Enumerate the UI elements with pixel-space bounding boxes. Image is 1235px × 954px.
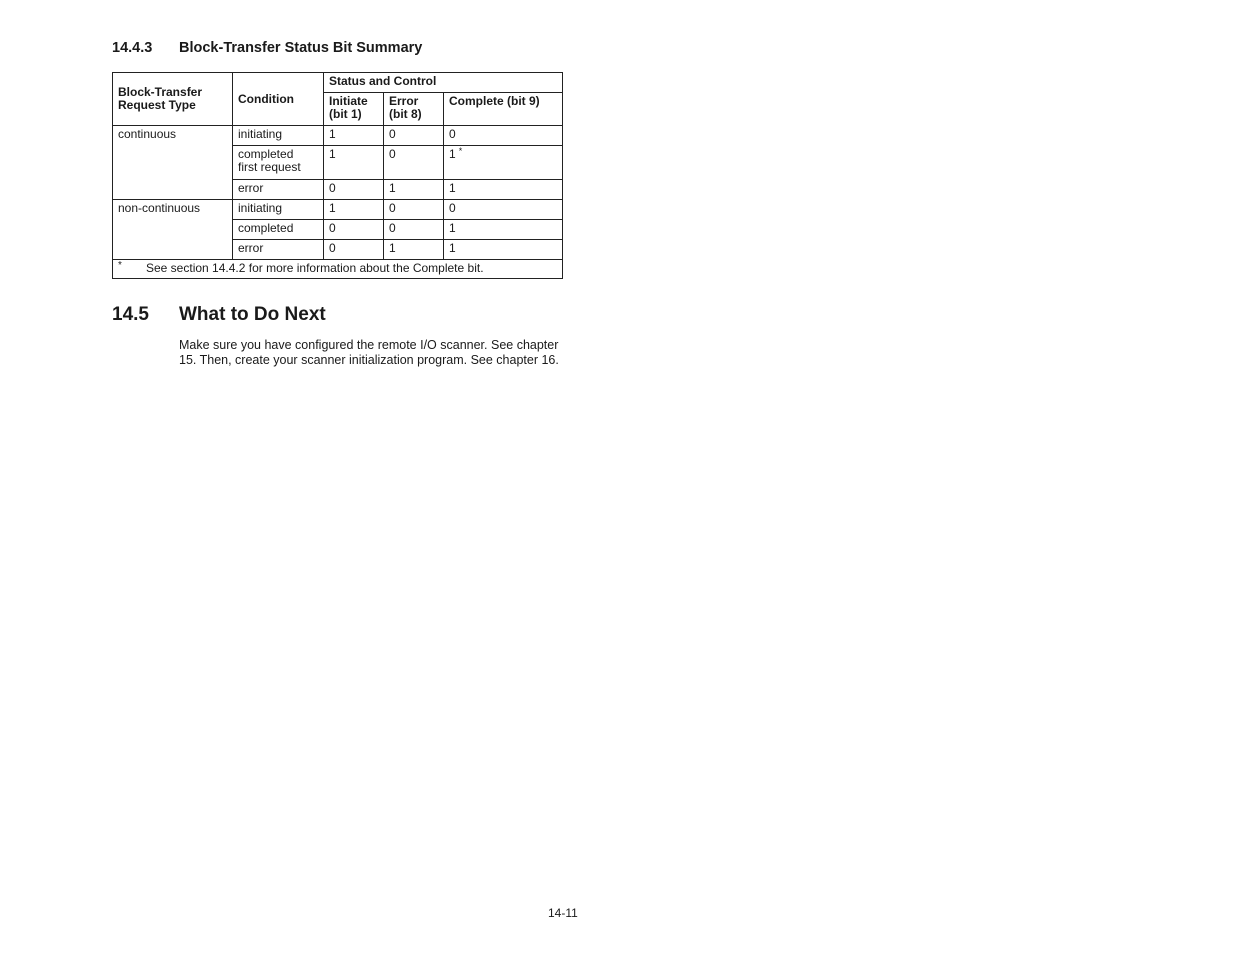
header-initiate: Initiate (bit 1) — [324, 93, 384, 126]
condition-cell: completed — [233, 220, 324, 240]
condition-cell: completed first request — [233, 146, 324, 180]
initiate-cell: 0 — [324, 220, 384, 240]
subsection-number: 14.4.3 — [112, 40, 153, 56]
error-cell: 0 — [384, 126, 444, 146]
table-row — [113, 126, 563, 146]
table-footnote — [113, 260, 563, 279]
page-number: 14-11 — [548, 906, 578, 920]
footnote-mark: * — [118, 260, 122, 271]
complete-cell: 0 — [444, 126, 563, 146]
header-request-type: Block-Transfer Request Type — [113, 73, 233, 126]
complete-cell: 1 — [444, 240, 563, 260]
condition-cell: initiating — [233, 200, 324, 220]
header-status-group: Status and Control — [324, 73, 563, 93]
initiate-cell: 1 — [324, 146, 384, 180]
initiate-cell: 0 — [324, 240, 384, 260]
table-row — [113, 200, 563, 220]
section-number: 14.5 — [112, 304, 149, 325]
complete-cell: 1 — [444, 180, 563, 200]
error-cell: 0 — [384, 220, 444, 240]
complete-cell: 0 — [444, 200, 563, 220]
request-type-cell: non-continuous — [113, 200, 233, 260]
complete-cell: 1 — [444, 220, 563, 240]
condition-cell: error — [233, 240, 324, 260]
condition-cell: initiating — [233, 126, 324, 146]
header-complete: Complete (bit 9) — [444, 93, 563, 126]
error-cell: 0 — [384, 200, 444, 220]
error-cell: 0 — [384, 146, 444, 180]
header-error: Error (bit 8) — [384, 93, 444, 126]
subsection-title: Block-Transfer Status Bit Summary — [179, 40, 423, 56]
section-body: Make sure you have configured the remote I/O scanner. See chapter 15. Then, create your scanner initialization program. See chapter 16. — [179, 338, 559, 367]
table-footnote-row — [113, 260, 563, 279]
initiate-cell: 1 — [324, 126, 384, 146]
footnote-text: See section 14.4.2 for more information about the Complete bit. — [146, 261, 484, 275]
section-heading — [112, 304, 326, 326]
header-condition: Condition — [233, 73, 324, 126]
error-cell: 1 — [384, 240, 444, 260]
status-bit-table — [112, 72, 563, 279]
request-type-cell: continuous — [113, 126, 233, 200]
complete-cell: 1 * — [444, 146, 563, 180]
error-cell: 1 — [384, 180, 444, 200]
subsection-heading — [112, 40, 422, 56]
footnote-marker: * — [458, 146, 463, 156]
initiate-cell: 0 — [324, 180, 384, 200]
initiate-cell: 1 — [324, 200, 384, 220]
condition-cell: error — [233, 180, 324, 200]
section-title: What to Do Next — [179, 304, 326, 325]
